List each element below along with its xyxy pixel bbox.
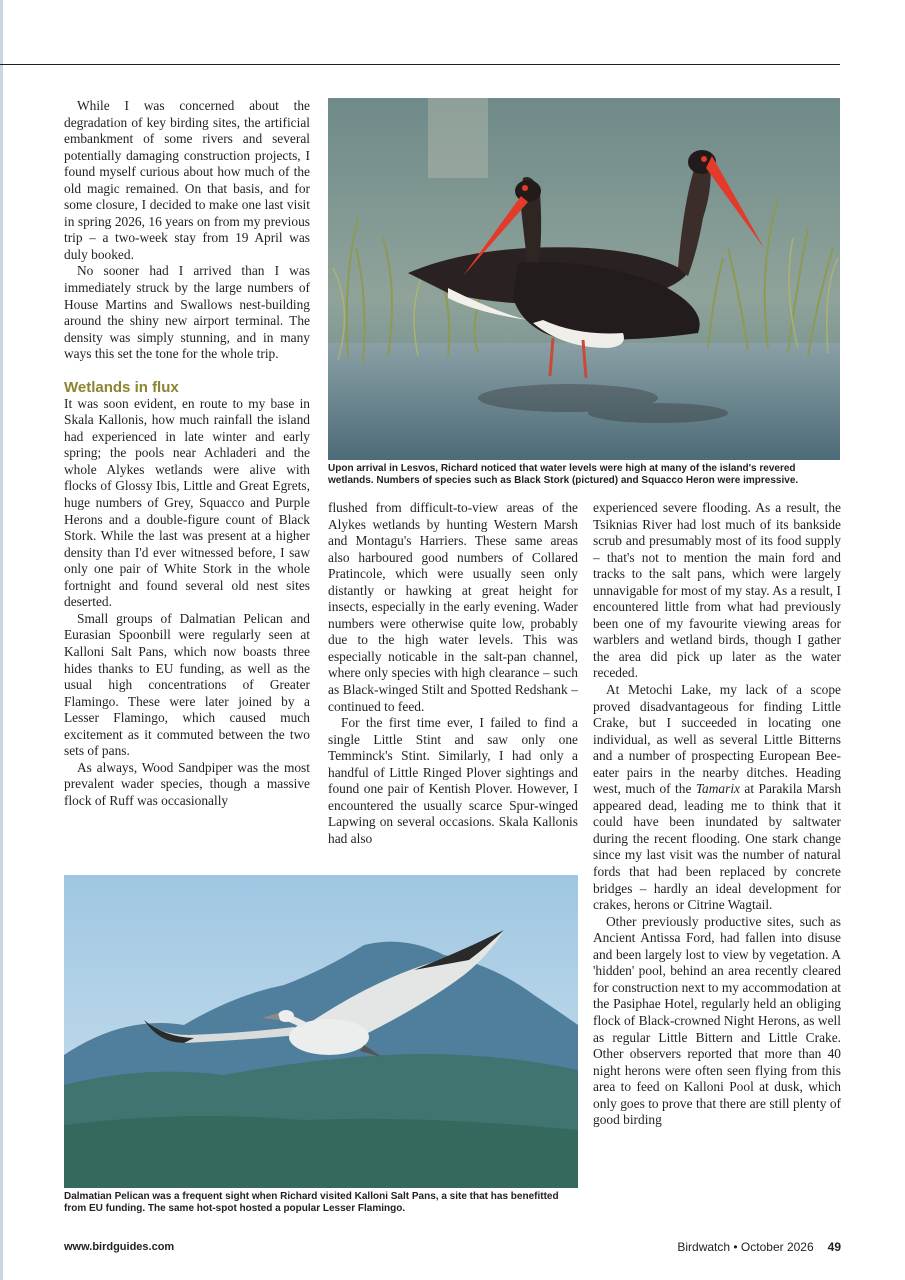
paragraph: As always, Wood Sandpiper was the most prevalent wader species, though a massive flock of Ruff was occasionally bbox=[64, 759, 310, 808]
paragraph: experienced severe flooding. As a result, the Tsiknias River had lost much of its bankside scrub and presumably most of its food supply – that's not to mention the main ford and tracks to the salt pans, which were largely unnavigable for most of my stay. As a result, I encountered little from what had previously been one of my favourite viewing areas for warblers and wetland birds, though I gather the area did pick up later as the water receded. bbox=[593, 500, 841, 681]
black-stork-photo bbox=[328, 98, 840, 460]
text-column-2 bbox=[328, 500, 578, 847]
page-edge-strip bbox=[0, 0, 3, 1280]
paragraph-text: at Parakila Marsh appeared dead, leading me to think that it could have been inundated by saltwater during the recent flooding. One stark change since my last visit was the number of natural fords that had been replaced by concrete bridges – hardly an ideal development for crakes, herons or Citrine Wagtail. bbox=[593, 781, 842, 913]
paragraph: While I was concerned about the degradation of key birding sites, the artificial embankment of some rivers and several potentially damaging construction projects, I found myself curious about how much of the old magic remained. On that basis, and for some closure, I decided to make one last visit in spring 2026, 16 years on from my previous trip – a two-week stay from 19 April was duly booked. bbox=[64, 98, 310, 262]
issue-date: October 2026 bbox=[740, 1240, 814, 1254]
text-column-3 bbox=[593, 500, 841, 1129]
top-rule bbox=[0, 64, 840, 65]
paragraph: It was soon evident, en route to my base in Skala Kallonis, how much rainfall the island had experienced in late winter and early spring; the pools near Achladeri and the whole Alykes wetlands were alive with flocks of Glossy Ibis, Little and Great Egrets, huge numbers of Grey, Squacco and Purple Herons and a double-figure count of Black Stork. While the last was present at a higher density than I'd ever witnessed before, I saw only one pair of White Stork in the whole fortnight and found several old nest sites deserted. bbox=[64, 395, 310, 610]
paragraph: For the first time ever, I failed to find a single Little Stint and saw only one Temminck's Stint. Similarly, I had only a handful of Little Ringed Plover sightings and found one pair of Kentish Plover. However, I encountered the usually scarce Spur-winged Lapwing on several occasions. Skala Kallonis had also bbox=[328, 715, 578, 846]
section-heading: Wetlands in flux bbox=[64, 378, 179, 396]
dalmatian-pelican-photo bbox=[64, 875, 578, 1188]
text-column-1 bbox=[64, 98, 310, 809]
paragraph bbox=[593, 682, 841, 914]
paragraph: flushed from difficult-to-view areas of the Alykes wetlands by hunting Western Marsh and Montagu's Harriers. These same areas also harboured good numbers of Collared Pratincole, which were usually seen only distantly or hawking at great height for insects, especially in the early evening. Wader numbers were otherwise quite low, probably due to the high water levels. This was especially noticable in the salt-pan channel, where only species with high clearance – such as Black-winged Stilt and Spotted Redshank – continued to feed. bbox=[328, 500, 578, 714]
footer-issue bbox=[677, 1240, 841, 1254]
paragraph: No sooner had I arrived than I was immediately struck by the large numbers of House Martins and Swallows nest-building around the shiny new airport terminal. The density was simply stunning, and in many ways this set the tone for the whole trip. bbox=[64, 263, 310, 362]
paragraph: Small groups of Dalmatian Pelican and Eurasian Spoonbill were regularly seen at Kalloni Salt Pans, which now boasts three hides thanks to EU funding, as well as the usual high concentrations of Greater Flamingo. These were later joined by a Lesser Flamingo, which caused much excitement as it commuted between the two sets of pans. bbox=[64, 610, 310, 759]
footer-website: www.birdguides.com bbox=[64, 1241, 175, 1253]
magazine-name: Birdwatch bbox=[677, 1240, 731, 1254]
paragraph: Other previously productive sites, such as Ancient Antissa Ford, had fallen into disuse and been largely lost to view by vegetation. A 'hidden' pool, behind an area recently cleared for construction next to my accommodation at the Pasiphae Hotel, regularly held an obliging flock of Black-crowned Night Herons, as well as regular Little Bittern and Little Crake. Other observers reported that more than 40 night herons were often seen flying from this area to feed on Kalloni Pool at dusk, which only goes to prove that there are still plenty of good birding bbox=[593, 913, 841, 1128]
pelican-photo-caption: Dalmatian Pelican was a frequent sight when Richard visited Kalloni Salt Pans, a site that has benefitted from EU funding. The same hot-spot hosted a popular Lesser Flamingo. bbox=[64, 1191, 559, 1214]
stork-photo-caption: Upon arrival in Lesvos, Richard noticed that water levels were high at many of the island's revered wetlands. Numbers of species such as Black Stork (pictured) and Squacco Heron were impressive. bbox=[328, 463, 799, 486]
footer-separator: • bbox=[730, 1240, 741, 1254]
page-number: 49 bbox=[827, 1240, 841, 1254]
paragraph-text: At Metochi Lake, my lack of a scope proved disadvantageous for finding Little Crake, but I succeeded in locating one individual, as well as several Little Bitterns and a number of prospecting European Bee-eater pairs in the nearby ditches. Heading west, much of the bbox=[593, 682, 841, 797]
italic-term: Tamarix bbox=[695, 781, 740, 797]
